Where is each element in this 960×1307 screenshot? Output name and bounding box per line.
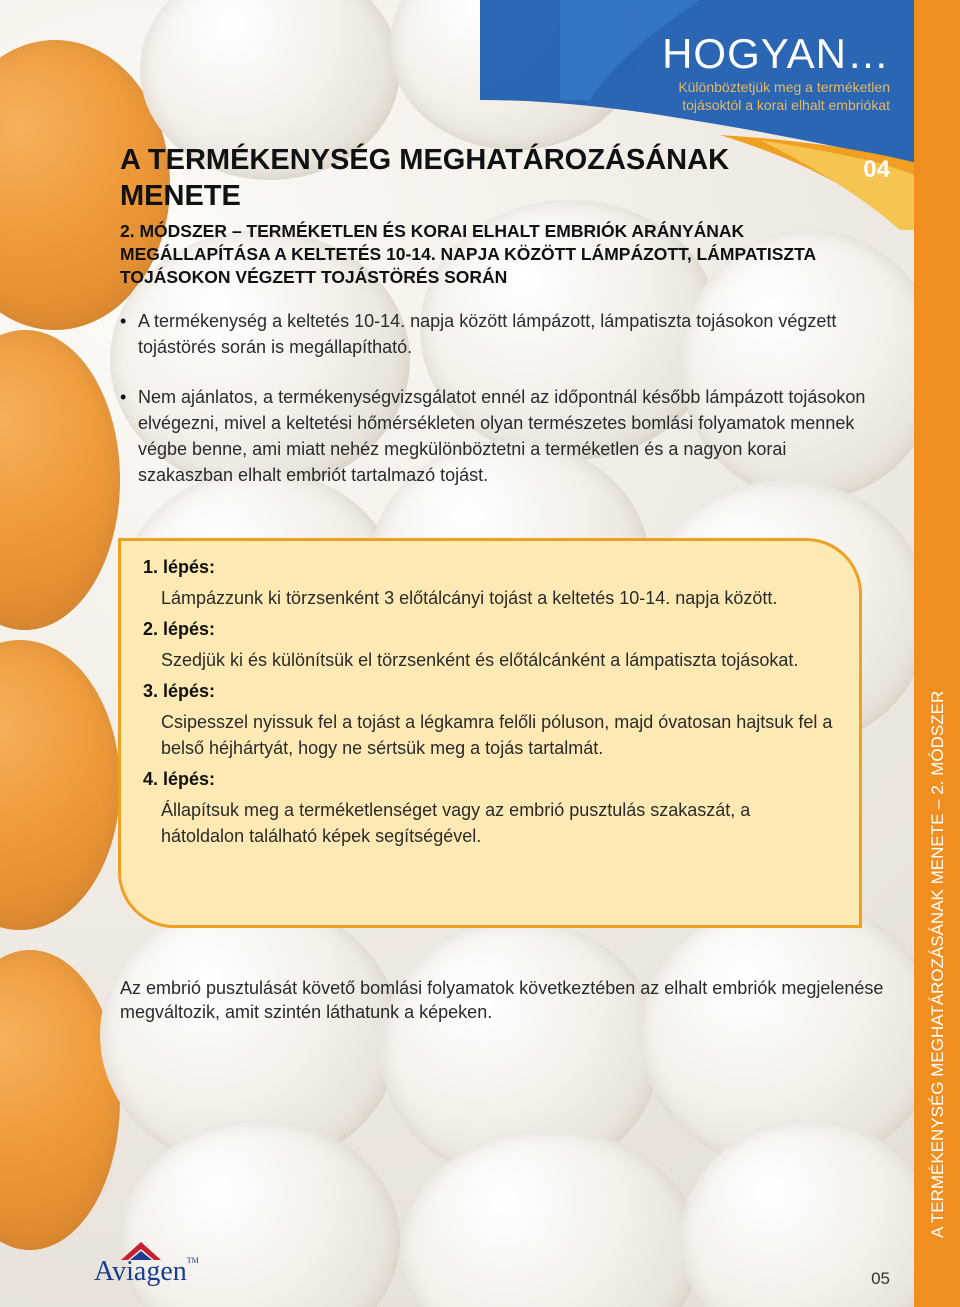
step-text: Lámpázzunk ki törzsenként 3 előtálcányi tojást a keltetés 10-14. napja között. <box>161 588 778 608</box>
sidebar-label: A TERMÉKENYSÉG MEGHATÁROZÁSÁNAK MENETE – 2. MÓDSZER <box>928 690 947 1238</box>
logo-text: Aviagen™ <box>94 1256 199 1287</box>
closing-paragraph: Az embrió pusztulását követő bomlási folyamatok következtében az elhalt embriók megjelenése megváltozik, amit szintén láthatunk a képeken. <box>120 978 884 1022</box>
sidebar <box>914 0 960 1307</box>
steps-box <box>118 538 862 928</box>
bullet-item: • Nem ajánlatos, a termékenységvizsgálatot ennél az időpontnál később lámpázott tojásokon elvégezni, mivel a keltetési hőmérsékleten olyan természetes bomlási folyamatok mennek végbe benne, ami miatt nehéz megkülönböztetni a terméketlen és a nagyon korai szakaszban elhalt embriót tartalmazó tojást. <box>120 384 880 488</box>
step-label: 4. lépés: <box>143 769 216 789</box>
series-subtitle: Különböztetjük meg a terméketlen tojásoktól a korai elhalt embriókat <box>678 79 890 113</box>
aviagen-logo <box>94 1240 204 1290</box>
step-label: 2. lépés: <box>143 619 216 639</box>
step-label: 1. lépés: <box>143 557 216 577</box>
page-subtitle: 2. MÓDSZER – TERMÉKETLEN ÉS KORAI ELHALT EMBRIÓK ARÁNYÁNAK MEGÁLLAPÍTÁSA A KELTETÉS 10-14. NAPJA KÖZÖTT LÁMPÁZOTT, LÁMPATISZTA TOJÁSOKON VÉGZETT TOJÁSTÖRÉS SORÁN <box>120 221 816 287</box>
page-number: 05 <box>871 1269 890 1288</box>
step-text: Szedjük ki és különítsük el törzsenként és előtálcánként a lámpatiszta tojásokat. <box>161 650 799 670</box>
step-label: 3. lépés: <box>143 681 216 701</box>
series-title: HOGYAN… <box>662 30 890 77</box>
step-text: Csipesszel nyissuk fel a tojást a légkamra felőli póluson, majd óvatosan hajtsuk fel a belső héjhártyát, hogy ne sértsük meg a tojás tartalmát. <box>161 712 833 758</box>
sidebar-label-wrap <box>922 635 952 1238</box>
bullet-item: • A termékenység a keltetés 10-14. napja között lámpázott, lámpatiszta tojásokon végzett tojástörés során is megállapítható. <box>120 308 880 360</box>
chapter-number: 04 <box>863 156 890 183</box>
step-text: Állapítsuk meg a terméketlenséget vagy az embrió pusztulás szakaszát, a hátoldalon található képek segítségével. <box>161 800 751 846</box>
bullet-list <box>120 308 880 512</box>
page-title: A TERMÉKENYSÉG MEGHATÁROZÁSÁNAK MENETE <box>120 144 730 212</box>
